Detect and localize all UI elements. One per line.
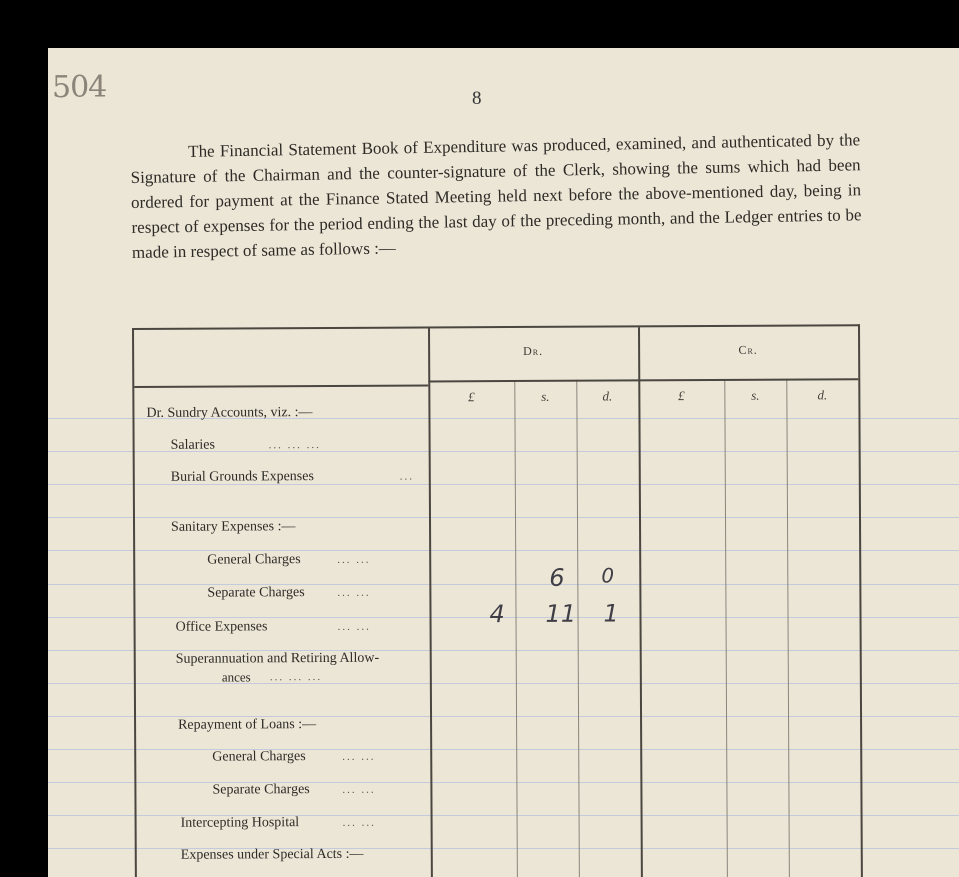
handwritten-entry: 4 xyxy=(489,600,505,629)
row-leader: ... ... xyxy=(337,586,371,599)
column-rule xyxy=(576,380,580,877)
cr-heading: Cr. xyxy=(738,342,758,357)
ledger-table xyxy=(132,324,863,877)
intro-paragraph xyxy=(130,127,862,265)
row-label: Repayment of Loans :— xyxy=(178,717,317,733)
page-number: 8 xyxy=(472,88,482,109)
handwritten-entry: 1 xyxy=(603,599,619,628)
cr-pence-heading: d. xyxy=(817,387,828,403)
header-rule xyxy=(134,384,428,388)
row-leader: ... ... xyxy=(342,783,376,796)
column-rule xyxy=(514,380,518,877)
ledger-page xyxy=(48,48,959,877)
row-label: Separate Charges xyxy=(207,585,305,601)
row-leader: ... ... xyxy=(337,553,371,566)
row-label: General Charges xyxy=(212,749,306,765)
row-label: Salaries xyxy=(170,437,215,453)
row-leader: ... ... ... xyxy=(269,671,323,684)
row-label: Sanitary Expenses :— xyxy=(171,519,296,535)
dr-heading: Dr. xyxy=(523,343,544,358)
handwritten-entry: 0 xyxy=(601,563,615,588)
row-label: Office Expenses xyxy=(175,619,268,635)
row-leader: ... ... xyxy=(342,816,376,829)
folio-stamp: 504 xyxy=(52,70,107,105)
row-label: ances xyxy=(221,669,251,685)
row-label: General Charges xyxy=(207,552,301,568)
column-rule xyxy=(428,328,433,877)
row-label: Expenses under Special Acts :— xyxy=(180,846,364,863)
row-label: Separate Charges xyxy=(212,782,310,798)
intro-text: The Financial Statement Book of Expenditure was produced, examined, and authenticated by the Signature of the Chairman and the counter-signature of the Clerk, showing the sums which had been ordered for payment at the Finance Stated Meeting held next before the above-mentioned day, being in respect of expenses for the period ending the last day of the preceding month, and the Ledger entries to be made in respect of same as follows :— xyxy=(130,130,862,262)
dr-pounds-heading: £ xyxy=(468,389,475,405)
handwritten-entry: 11 xyxy=(545,599,577,628)
row-label: Dr. Sundry Accounts, viz. :— xyxy=(146,405,313,421)
row-leader: ... ... xyxy=(342,750,376,763)
handwritten-entry: 6 xyxy=(549,563,565,592)
row-label: Burial Grounds Expenses xyxy=(170,469,314,485)
row-leader: ... ... xyxy=(337,620,371,633)
row-leader: ... xyxy=(399,470,415,483)
row-label: Superannuation and Retiring Allow- xyxy=(175,650,380,667)
dr-shillings-heading: s. xyxy=(541,388,550,404)
row-leader: ... ... ... xyxy=(268,439,321,452)
dr-pence-heading: d. xyxy=(602,388,613,404)
row-label: Intercepting Hospital xyxy=(180,815,300,831)
cr-shillings-heading: s. xyxy=(751,387,760,403)
column-rule xyxy=(786,379,790,877)
header-rule xyxy=(428,378,858,382)
column-rule xyxy=(724,379,728,877)
cr-pounds-heading: £ xyxy=(678,388,685,404)
column-rule xyxy=(638,327,643,877)
